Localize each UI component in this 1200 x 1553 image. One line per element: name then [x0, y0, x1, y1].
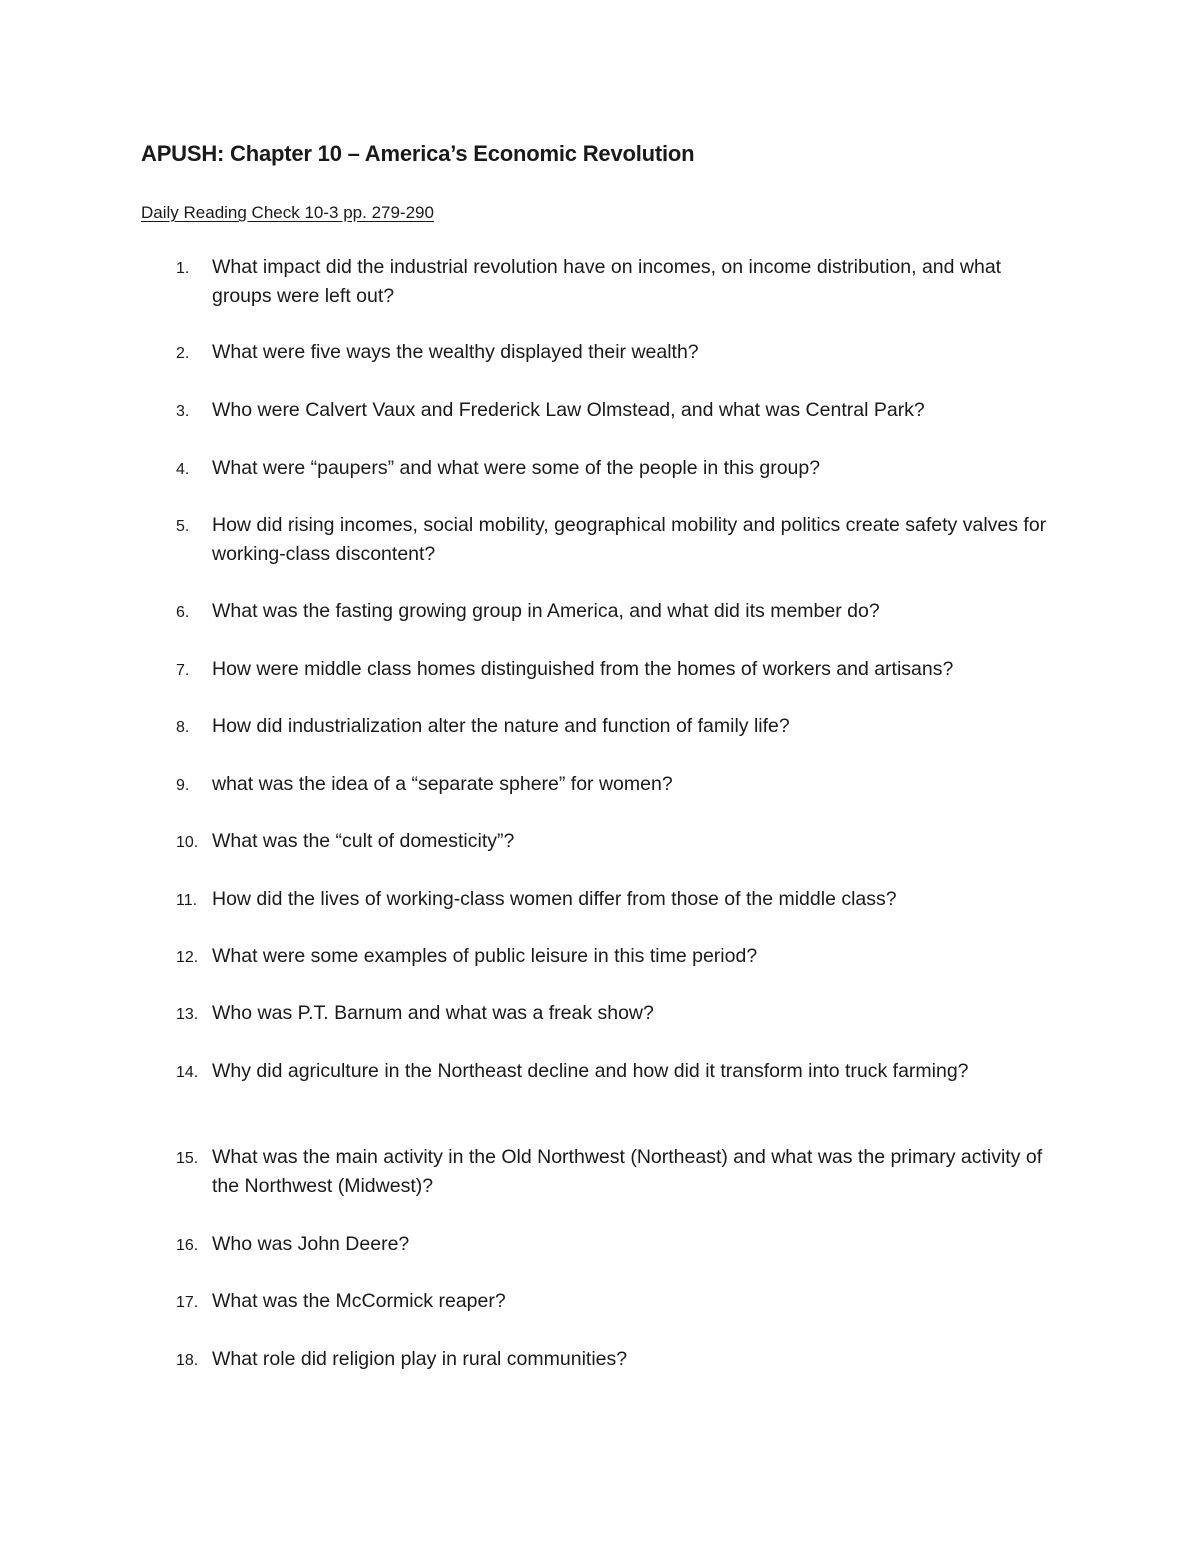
question-text: How did rising incomes, social mobility, geographical mobility and politics create safety valves for working-class discontent? — [212, 514, 1047, 565]
question-item — [176, 1057, 1076, 1086]
question-item — [176, 1287, 1076, 1316]
question-text: How were middle class homes distinguished from the homes of workers and artisans? — [212, 658, 954, 680]
question-item — [176, 827, 1076, 856]
question-text: What was the fasting growing group in America, and what did its member do? — [212, 600, 880, 622]
question-text: what was the idea of a “separate sphere” for women? — [212, 773, 673, 795]
question-text: How did the lives of working-class women differ from those of the middle class? — [212, 888, 897, 910]
question-number: 13. — [176, 1006, 199, 1023]
question-item — [176, 1230, 1076, 1259]
question-item — [176, 770, 1076, 799]
question-item — [176, 942, 1076, 971]
question-number: 5. — [176, 518, 190, 535]
question-text: What was the “cult of domesticity”? — [212, 830, 515, 852]
question-text: What were some examples of public leisure in this time period? — [212, 945, 758, 967]
question-number: 9. — [176, 777, 190, 794]
question-number: 17. — [176, 1294, 199, 1311]
question-number: 11. — [176, 892, 198, 909]
question-number: 1. — [176, 260, 190, 277]
question-number: 10. — [176, 834, 199, 851]
document-subtitle: Daily Reading Check 10-3 pp. 279-290 — [141, 203, 434, 222]
document-title: APUSH: Chapter 10 – America’s Economic Revolution — [141, 141, 695, 166]
question-item — [176, 597, 1076, 626]
question-number: 12. — [176, 949, 199, 966]
question-text: What were “paupers” and what were some of the people in this group? — [212, 457, 821, 479]
question-item — [176, 454, 1076, 483]
question-item — [176, 655, 1076, 684]
question-text: Who was John Deere? — [212, 1233, 410, 1255]
question-text: Why did agriculture in the Northeast decline and how did it transform into truck farming? — [212, 1060, 969, 1082]
question-number: 8. — [176, 719, 190, 736]
question-item — [176, 1143, 1076, 1201]
question-text: What was the main activity in the Old Northwest (Northeast) and what was the primary activity of the Northwest (Midwest)? — [212, 1146, 1043, 1197]
question-item — [176, 338, 1076, 367]
question-text: What were five ways the wealthy displayed their wealth? — [212, 341, 699, 363]
question-item — [176, 511, 1076, 569]
question-text: Who was P.T. Barnum and what was a freak show? — [212, 1002, 654, 1024]
question-item — [176, 999, 1076, 1028]
question-number: 18. — [176, 1352, 199, 1369]
question-text: Who were Calvert Vaux and Frederick Law Olmstead, and what was Central Park? — [212, 399, 925, 421]
question-number: 14. — [176, 1064, 199, 1081]
question-number: 6. — [176, 604, 190, 621]
question-number: 4. — [176, 461, 190, 478]
question-number: 2. — [176, 345, 190, 362]
question-number: 15. — [176, 1150, 199, 1167]
question-item — [176, 1345, 1076, 1374]
question-number: 7. — [176, 662, 190, 679]
question-item — [176, 396, 1076, 425]
question-number: 16. — [176, 1237, 199, 1254]
question-text: What was the McCormick reaper? — [212, 1290, 506, 1312]
question-item — [176, 253, 1076, 311]
question-text: What role did religion play in rural communities? — [212, 1348, 628, 1370]
question-number: 3. — [176, 403, 190, 420]
question-item — [176, 712, 1076, 741]
question-item — [176, 885, 1076, 914]
question-text: What impact did the industrial revolution have on incomes, on income distribution, and what groups were left out? — [212, 256, 1002, 307]
question-text: How did industrialization alter the nature and function of family life? — [212, 715, 790, 737]
